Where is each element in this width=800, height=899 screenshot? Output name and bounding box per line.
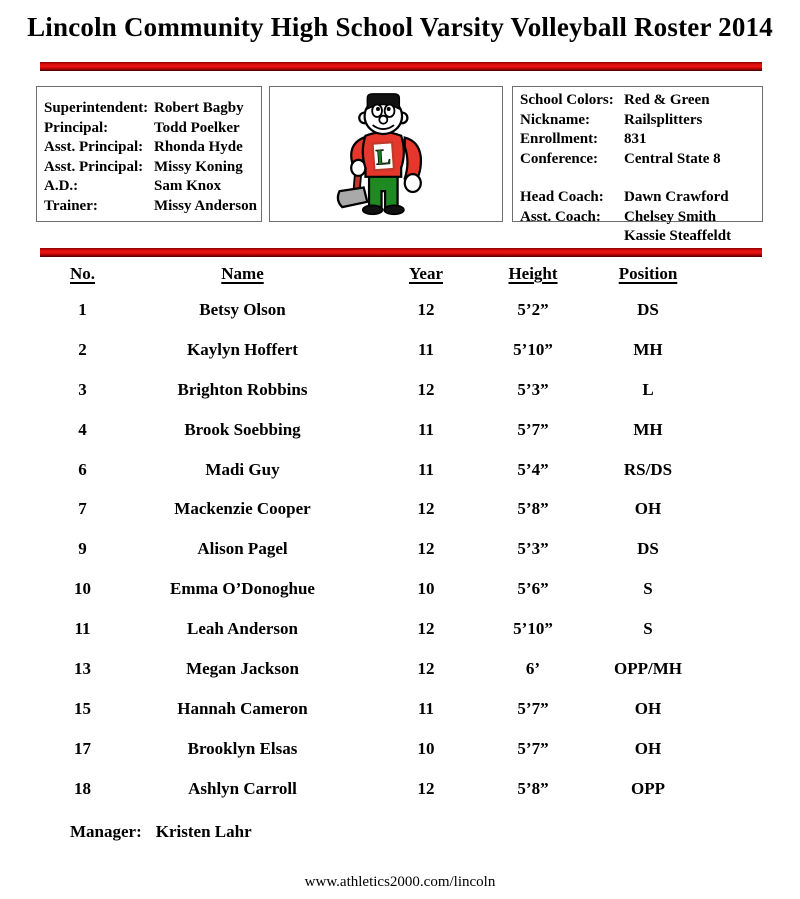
- table-row: [40, 569, 722, 609]
- staff-info-box: [36, 86, 262, 222]
- cell-no: 10: [74, 579, 91, 599]
- staff-line: [44, 138, 259, 158]
- footer-url-link[interactable]: www.athletics2000.com/lincoln: [304, 874, 496, 890]
- manager-name: Kristen Lahr: [155, 821, 252, 841]
- cell-name: Betsy Olson: [199, 299, 286, 319]
- cell-year: 12: [417, 778, 435, 798]
- railsplitter-mascot-icon: [328, 91, 444, 218]
- cell-no: 6: [78, 459, 87, 479]
- school-fact-line-label: Conference:: [520, 150, 599, 167]
- cell-name: Alison Pagel: [197, 539, 288, 559]
- cell-height: 5’7”: [517, 698, 549, 718]
- cell-year: 12: [417, 379, 435, 399]
- coach-line-value: Kassie Steaffeldt: [624, 228, 732, 244]
- cell-no: 2: [78, 339, 87, 359]
- coach-line-label: Head Coach:: [520, 189, 604, 205]
- roster-table: [40, 262, 722, 809]
- header-year: Year: [409, 264, 443, 283]
- cell-name: Brook Soebbing: [184, 419, 301, 439]
- cell-height: 6’: [525, 658, 541, 678]
- cell-height: 5’7”: [517, 419, 549, 439]
- cell-position: S: [643, 579, 653, 599]
- cell-year: 11: [417, 459, 435, 479]
- staff-line-label: Superintendent:: [44, 100, 149, 116]
- cell-name: Mackenzie Cooper: [174, 499, 311, 519]
- staff-line-value: Missy Anderson: [154, 197, 257, 214]
- cell-position: RS/DS: [623, 459, 673, 479]
- coach-line-label: Asst. Coach:: [520, 208, 601, 225]
- cell-year: 11: [417, 698, 435, 718]
- coach-line: [520, 227, 760, 247]
- cell-position: L: [642, 379, 654, 399]
- cell-name: Hannah Cameron: [177, 698, 308, 718]
- header-name: Name: [221, 264, 264, 283]
- cell-no: 9: [78, 539, 87, 559]
- mascot-box: [269, 86, 503, 222]
- staff-line-value: Sam Knox: [154, 178, 222, 194]
- cell-height: 5’3”: [517, 379, 549, 399]
- coach-line-label: [520, 227, 624, 247]
- cell-year: 12: [417, 299, 435, 319]
- school-fact-line: [520, 150, 760, 170]
- school-fact-line-value: Central State 8: [624, 150, 721, 167]
- school-fact-line-value: Red & Green: [624, 92, 710, 108]
- cell-height: 5’7”: [517, 738, 549, 758]
- cell-year: 12: [417, 658, 435, 678]
- roster-header-row: [40, 262, 722, 286]
- cell-height: 5’10”: [513, 619, 553, 639]
- cell-year: 11: [417, 419, 435, 439]
- red-divider-bar-table: [40, 248, 762, 257]
- cell-name: Megan Jackson: [186, 658, 299, 678]
- school-fact-line: [520, 91, 760, 111]
- cell-no: 17: [74, 738, 91, 758]
- cell-height: 5’4”: [517, 459, 549, 479]
- cell-no: 4: [78, 419, 87, 439]
- page-title: Lincoln Community High School Varsity Volleyball Roster 2014: [27, 12, 773, 42]
- staff-line-value: Todd Poelker: [154, 119, 240, 136]
- table-row: [40, 290, 722, 330]
- cell-name: Emma O’Donoghue: [170, 579, 315, 599]
- staff-line-label: Trainer:: [44, 197, 98, 214]
- cell-position: DS: [637, 299, 659, 319]
- cell-height: 5’2”: [517, 299, 549, 319]
- cell-no: 1: [78, 299, 87, 319]
- cell-name: Brooklyn Elsas: [187, 738, 298, 758]
- header-height: Height: [508, 264, 558, 283]
- cell-no: 11: [74, 619, 91, 639]
- cell-year: 10: [417, 738, 435, 758]
- coach-line: [520, 208, 760, 228]
- cell-position: OH: [634, 499, 662, 519]
- cell-position: S: [643, 619, 653, 639]
- cell-position: OPP: [631, 778, 665, 798]
- school-facts: [520, 91, 760, 169]
- coach-list: [520, 188, 760, 247]
- cell-name: Madi Guy: [205, 459, 280, 479]
- info-boxes: [36, 86, 764, 244]
- staff-line-label: Asst. Principal:: [44, 158, 144, 175]
- footer: [0, 874, 800, 891]
- cell-position: OH: [634, 738, 662, 758]
- staff-line: [44, 158, 259, 178]
- cell-year: 12: [417, 539, 435, 559]
- school-fact-line: [520, 111, 760, 131]
- cell-year: 12: [417, 619, 435, 639]
- staff-line: [44, 197, 259, 217]
- staff-line: [44, 177, 259, 197]
- roster-rows: [40, 290, 722, 809]
- table-row: [40, 609, 722, 649]
- coach-line-value: Dawn Crawford: [624, 189, 729, 205]
- cell-height: 5’6”: [517, 579, 549, 599]
- staff-line-value: Robert Bagby: [154, 100, 244, 116]
- staff-line-label: Asst. Principal:: [44, 139, 144, 155]
- cell-no: 13: [74, 658, 91, 678]
- school-fact-line-value: 831: [624, 131, 647, 147]
- cell-name: Kaylyn Hoffert: [187, 339, 298, 359]
- staff-line-label: Principal:: [44, 119, 109, 136]
- table-row: [40, 489, 722, 529]
- cell-height: 5’8”: [517, 778, 549, 798]
- staff-line: [44, 119, 259, 139]
- school-fact-line-label: Enrollment:: [520, 131, 599, 147]
- staff-line-value: Rhonda Hyde: [154, 139, 243, 155]
- table-row: [40, 330, 722, 370]
- cell-no: 18: [74, 778, 91, 798]
- table-row: [40, 769, 722, 809]
- svg-text:L: L: [375, 143, 392, 170]
- school-fact-line-label: Nickname:: [520, 111, 590, 128]
- table-row: [40, 689, 722, 729]
- table-row: [40, 370, 722, 410]
- cell-position: MH: [633, 339, 663, 359]
- header-no: No.: [69, 264, 96, 283]
- coach-line: [520, 188, 760, 208]
- table-row: [40, 529, 722, 569]
- cell-height: 5’8”: [517, 499, 549, 519]
- school-fact-line-value: Railsplitters: [624, 111, 703, 128]
- cell-year: 12: [417, 499, 435, 519]
- cell-height: 5’10”: [513, 339, 553, 359]
- cell-no: 3: [78, 379, 87, 399]
- table-row: [40, 729, 722, 769]
- manager-label: Manager:: [70, 821, 142, 841]
- table-row: [40, 410, 722, 450]
- school-fact-line-label: School Colors:: [520, 92, 614, 108]
- table-row: [40, 649, 722, 689]
- school-fact-line: [520, 130, 760, 150]
- cell-year: 11: [417, 339, 435, 359]
- staff-line: [44, 99, 259, 119]
- red-divider-bar-top: [40, 62, 762, 71]
- cell-year: 10: [417, 579, 435, 599]
- cell-no: 15: [74, 698, 91, 718]
- coach-line-value: Chelsey Smith: [624, 208, 717, 225]
- cell-height: 5’3”: [517, 539, 549, 559]
- staff-line-label: A.D.:: [44, 178, 79, 194]
- school-info-box: [512, 86, 763, 244]
- cell-position: OPP/MH: [614, 658, 682, 678]
- cell-position: MH: [633, 419, 663, 439]
- cell-name: Ashlyn Carroll: [188, 778, 297, 798]
- cell-name: Leah Anderson: [187, 619, 298, 639]
- cell-name: Brighton Robbins: [177, 379, 308, 399]
- cell-position: DS: [637, 539, 659, 559]
- header-position: Position: [618, 264, 678, 283]
- cell-position: OH: [634, 698, 662, 718]
- manager-line: [70, 822, 800, 842]
- cell-no: 7: [78, 499, 87, 519]
- staff-line-value: Missy Koning: [154, 158, 243, 175]
- table-row: [40, 450, 722, 490]
